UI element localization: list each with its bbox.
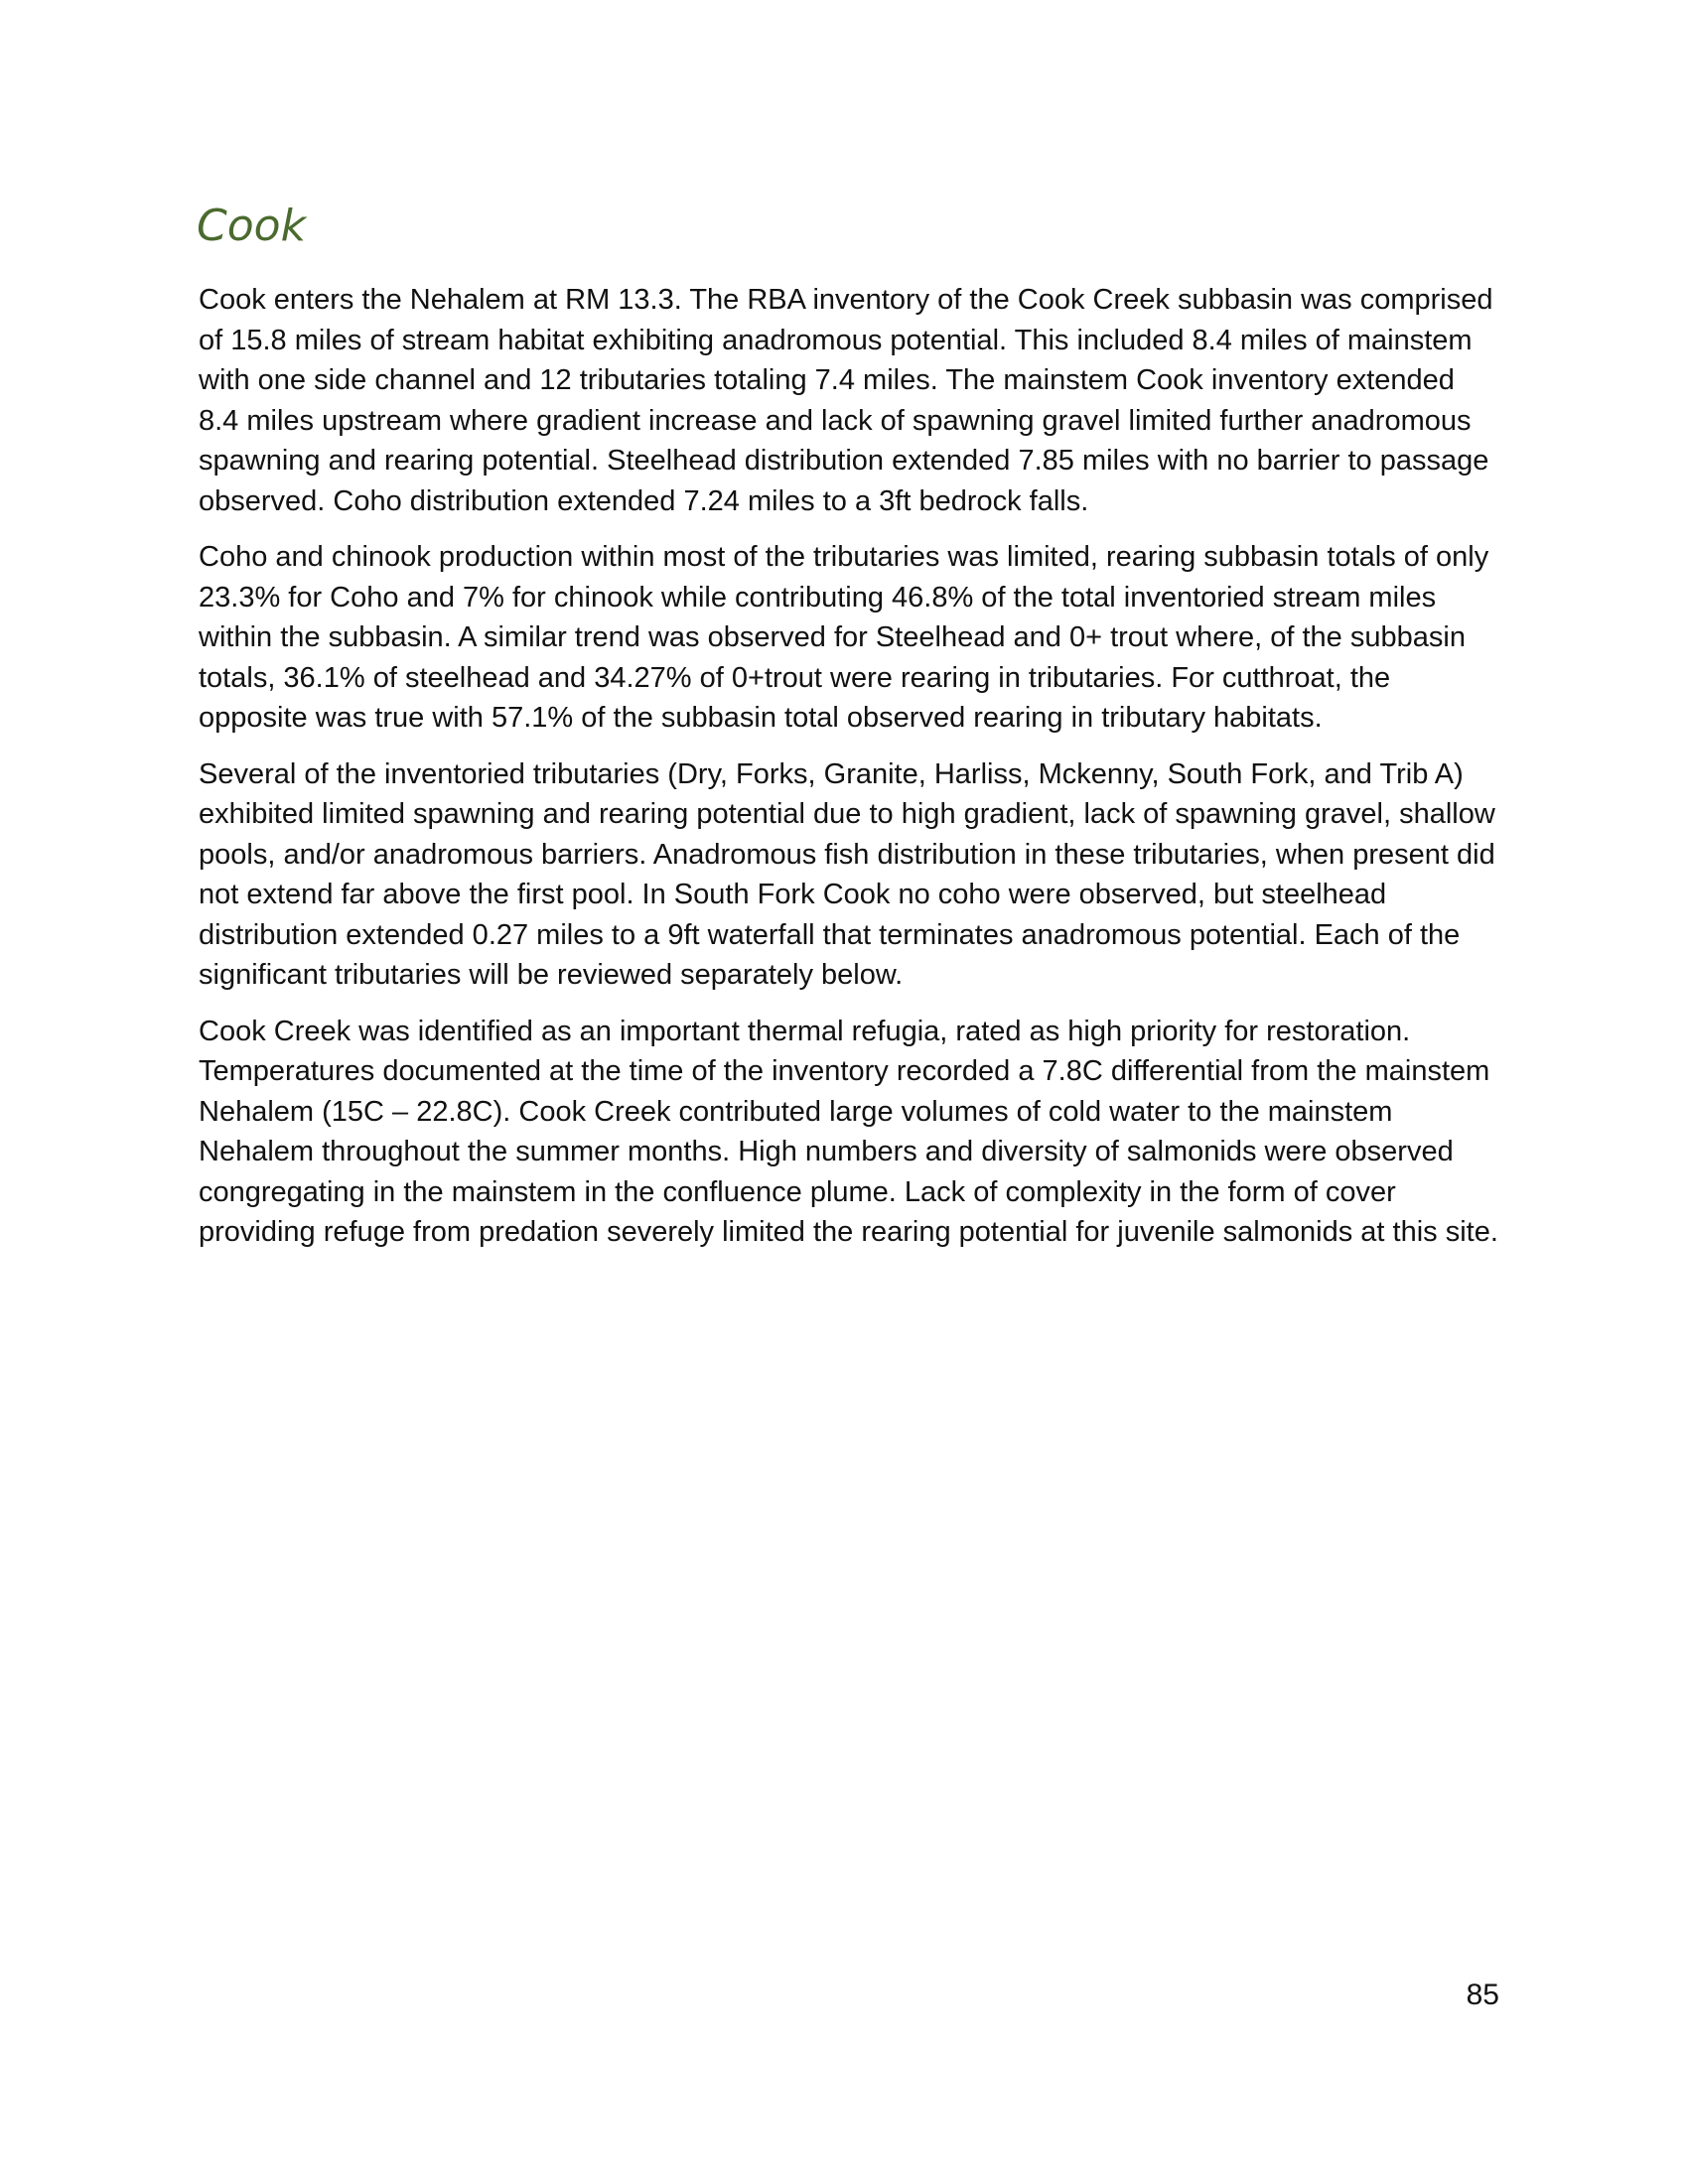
paragraph-2: Coho and chinook production within most of the tributaries was limited, rearing subbasin totals of only 23.3% for Coho and 7% for chinook while contributing 46.8% of the total inventoried stream miles within the subbasin. A similar trend was observed for Steelhead and 0+ trout where, of the subbasin totals, 36.1% of steelhead and 34.27% of 0+trout were rearing in tributaries. For cutthroat, the opposite was true with 57.1% of the subbasin total observed rearing in tributary habitats. bbox=[199, 541, 1489, 734]
section-heading: Cook bbox=[197, 201, 307, 251]
paragraph-1: Cook enters the Nehalem at RM 13.3. The RBA inventory of the Cook Creek subbasin was comprised of 15.8 miles of stream habitat exhibiting anadromous potential. This included 8.4 miles of mainstem with one side channel and 12 tributaries totaling 7.4 miles. The mainstem Cook inventory extended 8.4 miles upstream where gradient increase and lack of spawning gravel limited further anadromous spawning and rearing potential. Steelhead distribution extended 7.85 miles with no barrier to passage observed. Coho distribution extended 7.24 miles to a 3ft bedrock falls. bbox=[199, 284, 1493, 517]
body-text bbox=[199, 280, 1499, 1269]
paragraph-3: Several of the inventoried tributaries (Dry, Forks, Granite, Harliss, Mckenny, South Fork, and Trib A) exhibited limited spawning and rearing potential due to high gradient, lack of spawning gravel, shallow pools, and/or anadromous barriers. Anadromous fish distribution in these tributaries, when present did not extend far above the first pool. In South Fork Cook no coho were observed, but steelhead distribution extended 0.27 miles to a 9ft waterfall that terminates anadromous potential. Each of the significant tributaries will be reviewed separately below. bbox=[199, 757, 1495, 991]
page-number: 85 bbox=[1466, 1979, 1499, 2011]
paragraph-4: Cook Creek was identified as an important thermal refugia, rated as high priority for restoration. Temperatures documented at the time of the inventory recorded a 7.8C differential from the mainstem Nehalem (15C – 22.8C). Cook Creek contributed large volumes of cold water to the mainstem Nehalem throughout the summer months. High numbers and diversity of salmonids were observed congregating in the mainstem in the confluence plume. Lack of complexity in the form of cover providing refuge from predation severely limited the rearing potential for juvenile salmonids at this site. bbox=[199, 1015, 1498, 1248]
